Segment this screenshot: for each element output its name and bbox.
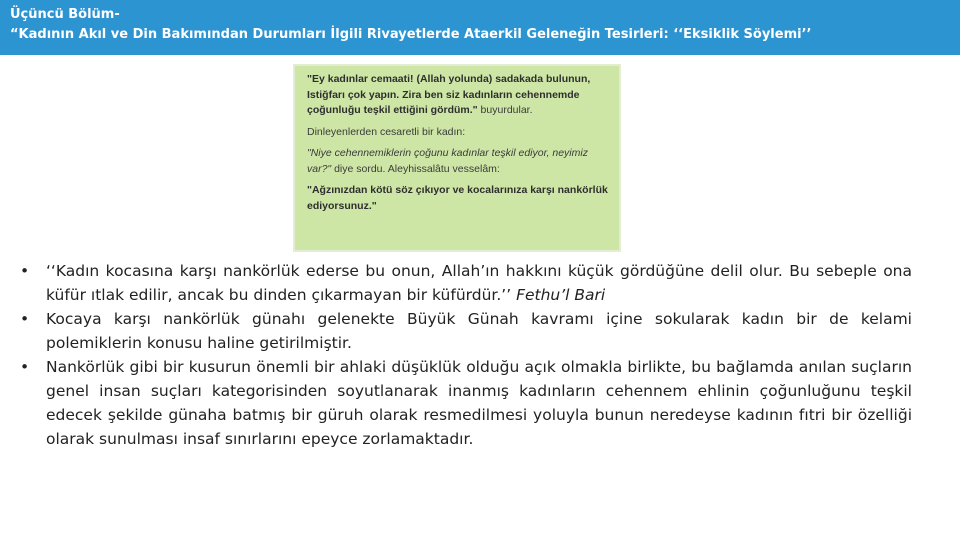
quote-italic-text: "Niye cehennemiklerin çoğunu kadınlar teşkil ediyor, neyimiz var?" bbox=[307, 147, 588, 175]
bullet-text: Kocaya karşı nankörlük günahı gelenekte Büyük Günah kavramı içine sokularak kadın bir de kelami polemiklerin konusu haline getirilmiştir. bbox=[46, 310, 912, 352]
quote-paragraph-4: "Ağzınızdan kötü söz çıkıyor ve kocalarınıza karşı nankörlük ediyorsunuz." bbox=[307, 184, 608, 212]
bullet-marker: • bbox=[20, 358, 30, 376]
slide-title-bar bbox=[0, 0, 960, 55]
quote-bold-text: "Ey kadınlar cemaati! (Allah yolunda) sadakada bulunun, Istiğfarı çok yapın. Zira ben siz kadınların cehennemde çoğunluğu teşkil ettiğini gördüm." bbox=[307, 73, 591, 116]
hadith-quote-image bbox=[293, 64, 621, 252]
bullet-item-3 bbox=[20, 355, 912, 451]
bullet-item-1 bbox=[20, 259, 912, 307]
bullet-source: Fethu’l Bari bbox=[516, 286, 606, 304]
bullet-marker: • bbox=[20, 262, 30, 280]
quote-paragraph-2: Dinleyenlerden cesaretli bir kadın: bbox=[307, 125, 466, 138]
bullet-text: Nankörlük gibi bir kusurun önemli bir ahlaki düşüklük olduğu açık olmakla birlikte, bu bağlamda anılan suçların genel insan suçları kategorisinden soyutlanarak inanmış kadınların cehennem ehlinin çoğunluğunu teşkil edecek şekilde günaha batmış bir güruh olarak resmedilmesi yoluyla bunun neredeyse kadının fıtri bir özelliği olarak sunulması insaf sınırlarını epeyce zorlamaktadır. bbox=[46, 358, 912, 448]
quote-plain-text: buyurdular. bbox=[477, 104, 533, 116]
bullet-item-2 bbox=[20, 307, 912, 355]
quote-plain-text: diye sordu. Aleyhissalâtu vesselâm: bbox=[331, 162, 500, 175]
slide-chapter-label: Üçüncü Bölüm- bbox=[10, 7, 120, 22]
quote-paragraph-1 bbox=[307, 72, 609, 119]
slide-title: “Kadının Akıl ve Din Bakımından Durumları İlgili Rivayetlerde Ataerkil Geleneğin Tesirleri: ‘‘Eksiklik Söylemi’’ bbox=[10, 27, 812, 42]
bullet-text: ‘‘Kadın kocasına karşı nankörlük ederse bu onun, Allah’ın hakkını küçük gördüğüne delil olur. Bu sebeple ona küfür ıtlak edilir, ancak bu dinden çıkarmayan bir küfürdür.’’ bbox=[46, 262, 912, 304]
bullet-marker: • bbox=[20, 310, 30, 328]
quote-paragraph-3 bbox=[307, 146, 609, 177]
bullet-list bbox=[20, 259, 912, 451]
